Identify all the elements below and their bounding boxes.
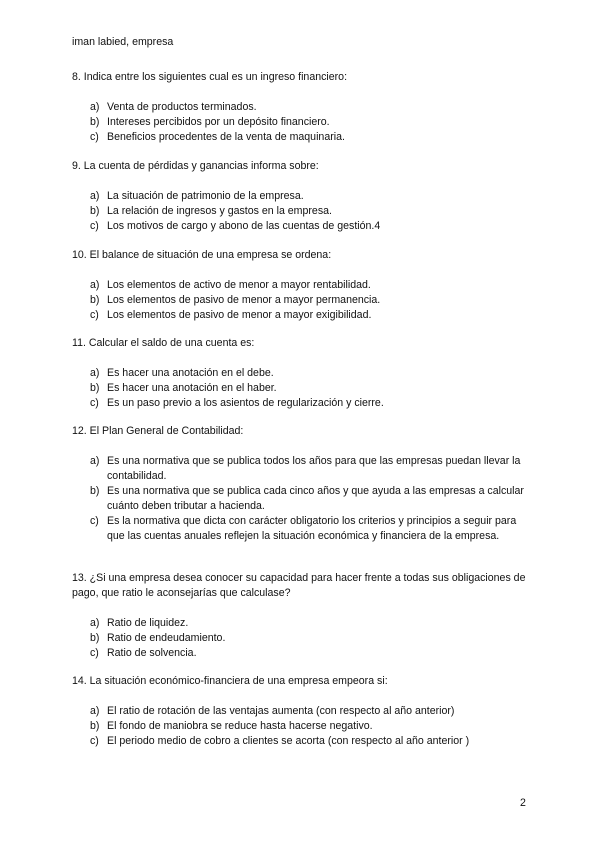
option-label: b) — [90, 632, 100, 644]
option-item — [72, 631, 532, 646]
option-item — [72, 278, 532, 293]
option-text: Es la normativa que dicta con carácter obligatorio los criterios y principios a seguir para que las cuentas anuales reflejen la situación económica y financiera de la empresa. — [107, 515, 517, 542]
option-item — [72, 454, 532, 484]
option-item — [72, 189, 532, 204]
option-label: a) — [90, 455, 100, 467]
option-text: El periodo medio de cobro a clientes se acorta (con respecto al año anterior ) — [107, 735, 470, 747]
question-text: 14. La situación económico-financiera de una empresa empeora si: — [72, 675, 388, 687]
question-text: 12. El Plan General de Contabilidad: — [72, 425, 244, 437]
option-text: La relación de ingresos y gastos en la empresa. — [107, 205, 332, 217]
question-text: 8. Indica entre los siguientes cual es un ingreso financiero: — [72, 71, 348, 83]
question-text: 9. La cuenta de pérdidas y ganancias informa sobre: — [72, 160, 319, 172]
option-text: Venta de productos terminados. — [107, 101, 257, 113]
option-label: c) — [90, 647, 99, 659]
option-label: c) — [90, 220, 99, 232]
option-text: Es una normativa que se publica todos los años para que las empresas puedan llevar la contabilidad. — [107, 455, 521, 482]
option-text: La situación de patrimonio de la empresa. — [107, 190, 304, 202]
option-label: b) — [90, 116, 100, 128]
option-label: b) — [90, 485, 100, 497]
option-list — [72, 366, 532, 411]
option-item — [72, 293, 532, 308]
option-item — [72, 115, 532, 130]
question-8 — [72, 70, 532, 145]
option-label: b) — [90, 294, 100, 306]
question-12 — [72, 424, 532, 544]
option-list — [72, 454, 532, 544]
option-label: c) — [90, 309, 99, 321]
option-label: a) — [90, 101, 100, 113]
option-list — [72, 189, 532, 234]
option-item — [72, 366, 532, 381]
option-label: b) — [90, 205, 100, 217]
option-item — [72, 219, 532, 234]
option-item — [72, 381, 532, 396]
option-item — [72, 616, 532, 631]
question-10 — [72, 248, 532, 323]
option-item — [72, 734, 532, 749]
option-item — [72, 484, 532, 514]
option-text: Es hacer una anotación en el debe. — [107, 367, 274, 379]
option-text: Los elementos de pasivo de menor a mayor exigibilidad. — [107, 309, 372, 321]
option-text: Ratio de endeudamiento. — [107, 632, 226, 644]
option-label: b) — [90, 382, 100, 394]
option-text: El fondo de maniobra se reduce hasta hacerse negativo. — [107, 720, 373, 732]
option-item — [72, 514, 532, 544]
option-label: c) — [90, 397, 99, 409]
option-label: c) — [90, 131, 99, 143]
option-text: Beneficios procedentes de la venta de maquinaria. — [107, 131, 345, 143]
option-text: Los elementos de activo de menor a mayor rentabilidad. — [107, 279, 371, 291]
option-item — [72, 704, 532, 719]
option-item — [72, 719, 532, 734]
option-item — [72, 396, 532, 411]
question-text: 11. Calcular el saldo de una cuenta es: — [72, 337, 255, 349]
option-text: Intereses percibidos por un depósito financiero. — [107, 116, 330, 128]
option-list — [72, 278, 532, 323]
option-list — [72, 100, 532, 145]
option-item — [72, 204, 532, 219]
option-label: a) — [90, 705, 100, 717]
question-9 — [72, 159, 532, 234]
option-text: El ratio de rotación de las ventajas aumenta (con respecto al año anterior) — [107, 705, 455, 717]
option-item — [72, 130, 532, 145]
option-text: Los elementos de pasivo de menor a mayor permanencia. — [107, 294, 381, 306]
option-item — [72, 100, 532, 115]
option-label: a) — [90, 279, 100, 291]
question-14 — [72, 674, 532, 749]
option-text: Es una normativa que se publica cada cinco años y que ayuda a las empresas a calcular cuánto deben tributar a hacienda. — [107, 485, 524, 512]
option-item — [72, 646, 532, 661]
option-list — [72, 616, 532, 661]
page-number: 2 — [520, 797, 526, 809]
option-text: Ratio de liquidez. — [107, 617, 189, 629]
option-label: a) — [90, 190, 100, 202]
option-label: c) — [90, 735, 99, 747]
option-label: a) — [90, 367, 100, 379]
option-list — [72, 704, 532, 749]
question-13 — [72, 571, 532, 661]
option-text: Ratio de solvencia. — [107, 647, 197, 659]
question-text: 13. ¿Si una empresa desea conocer su capacidad para hacer frente a todas sus obligaciones de pago, que ratio le aconsejarías que calculase? — [72, 572, 526, 599]
question-text: 10. El balance de situación de una empresa se ordena: — [72, 249, 332, 261]
option-text: Es un paso previo a los asientos de regularización y cierre. — [107, 397, 384, 409]
option-label: a) — [90, 617, 100, 629]
question-11 — [72, 336, 532, 411]
page-header: iman labied, empresa — [72, 36, 174, 48]
option-text: Es hacer una anotación en el haber. — [107, 382, 277, 394]
option-text: Los motivos de cargo y abono de las cuentas de gestión.4 — [107, 220, 381, 232]
option-item — [72, 308, 532, 323]
option-label: c) — [90, 515, 99, 527]
option-label: b) — [90, 720, 100, 732]
